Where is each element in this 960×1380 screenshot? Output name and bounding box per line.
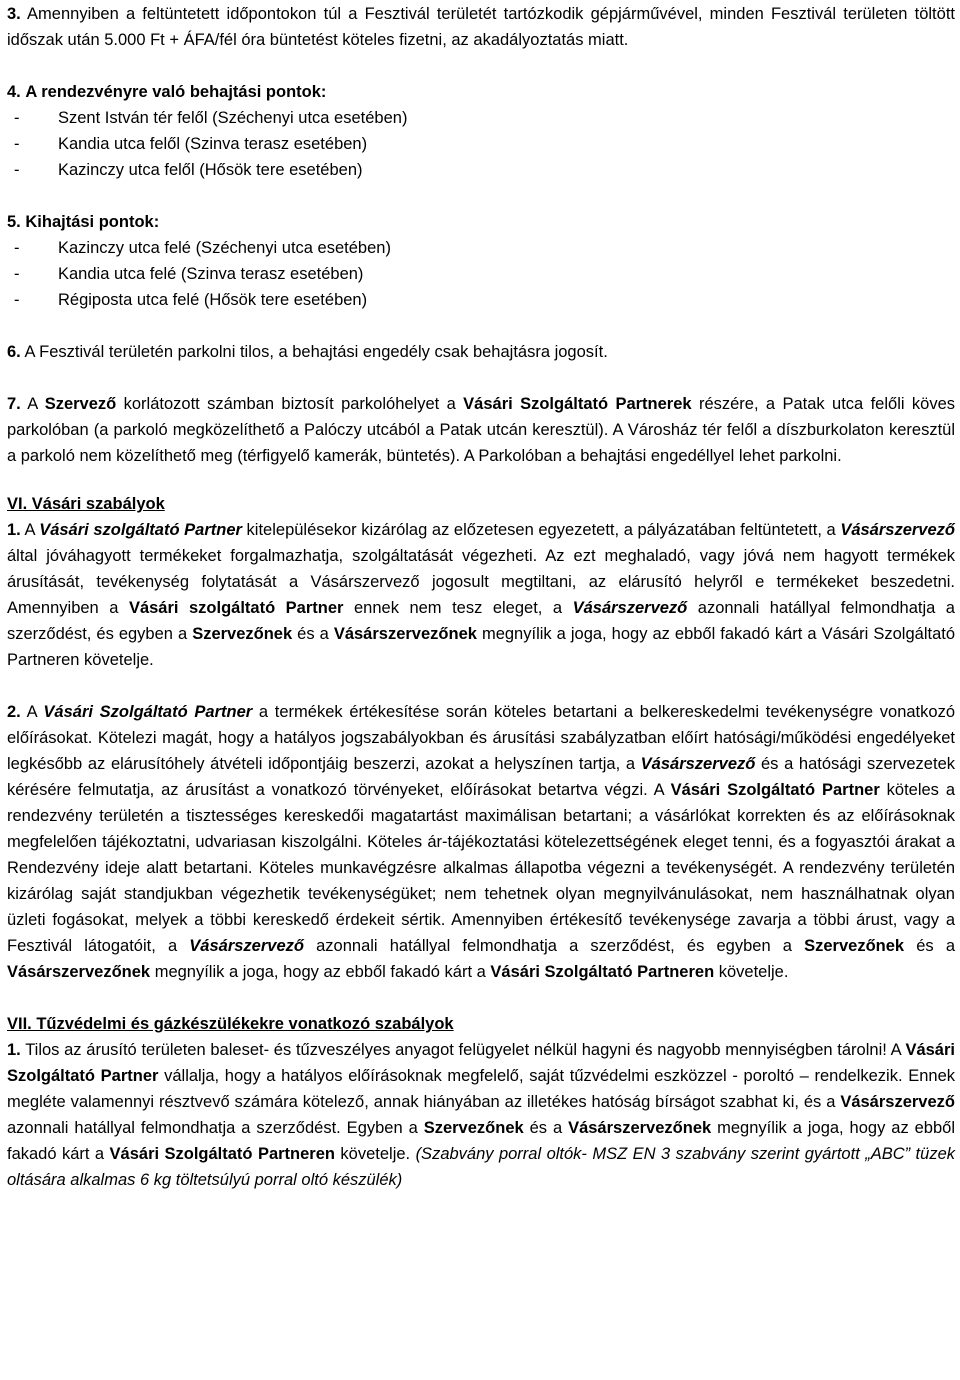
item-number: 4. bbox=[7, 83, 21, 101]
section-title-vii: VII. Tűzvédelmi és gázkészülékekre vonatkozó szabályok bbox=[7, 1015, 454, 1033]
item-number: 5. bbox=[7, 213, 21, 231]
heading-text: Kihajtási pontok: bbox=[25, 213, 160, 231]
item-number: 2. bbox=[7, 703, 21, 721]
list-item-text: Régiposta utca felé (Hősök tere esetében) bbox=[58, 291, 368, 309]
item-number: 3. bbox=[7, 5, 21, 23]
heading-4 bbox=[7, 79, 955, 105]
item-number: 1. bbox=[7, 1041, 21, 1059]
list-item: - Kazinczy utca felől (Hősök tere esetében) bbox=[14, 157, 955, 183]
paragraph-3 bbox=[7, 1, 955, 53]
paragraph-text: Amennyiben a feltüntetett időpontokon túl a Fesztivál területét tartózkodik gépjárművével, minden Fesztivál területen töltött időszak után 5.000 Ft + ÁFA/fél óra büntetést köteles fizetni, az akadályoztatás miatt. bbox=[7, 5, 955, 49]
heading-text: A rendezvényre való behajtási pontok: bbox=[25, 83, 327, 101]
list-item: - Szent István tér felől (Széchenyi utca esetében) bbox=[14, 105, 955, 131]
list-item-text: Kazinczy utca felé (Széchenyi utca esetében) bbox=[58, 239, 391, 257]
item-number: 7. bbox=[7, 395, 21, 413]
paragraph-7: 7. A Szervező korlátozott számban biztosít parkolóhelyet a Vásári Szolgáltató Partnerek részére, a Patak utca felőli köves parkolóban (a parkoló megközelíthető a Palóczy utcából a Patak utcán keresztül). A Városház tér felől a díszburkolaton keresztül a parkoló nem közelíthető meg (térfigyelő kamerák, büntetés). A Parkolóban a behajtási engedéllyel lehet parkolni. bbox=[7, 395, 956, 465]
rule-vi-1: 1. A Vásári szolgáltató Partner kitelepülésekor kizárólag az előzetesen egyezetett, a pályázatában feltüntetett, a Vásárszervező által jóváhagyott termékeket forgalmazhatja, szolgáltatását végezheti. Az ezt meghaladó, vagy jóvá nem hagyott termékek árusítását, tevékenység folytatását a Vásárszervező jogosult megtiltani, az elárusító helyről e termékeket beszedetni. Amennyiben a Vásári szolgáltató Partner ennek nem tesz eleget, a Vásárszervező azonnali hatállyal felmondhatja a szerződést, és egyben a Szervezőnek és a Vásárszervezőnek megnyílik a joga, hogy az ebből fakadó kárt a Vásári Szolgáltató Partneren követelje. bbox=[7, 521, 956, 669]
list-item-text: Szent István tér felől (Széchenyi utca esetében) bbox=[58, 109, 408, 127]
list-item-text: Kandia utca felé (Szinva terasz esetében) bbox=[58, 265, 364, 283]
list-item: - Kazinczy utca felé (Széchenyi utca esetében) bbox=[14, 235, 955, 261]
heading-5 bbox=[7, 209, 955, 235]
list-item: - Kandia utca felé (Szinva terasz esetében) bbox=[14, 261, 955, 287]
list-item: - Kandia utca felől (Szinva terasz esetében) bbox=[14, 131, 955, 157]
list-item: - Régiposta utca felé (Hősök tere esetében) bbox=[14, 287, 955, 313]
rule-vii-1: 1. Tilos az árusító területen baleset- és tűzveszélyes anyagot felügyelet nélkül hagyni és nagyobb mennyiségben tárolni! A Vásári Szolgáltató Partner vállalja, hogy a hatályos előírásoknak megfelelő, saját tűzvédelmi eszközzel - poroltó – rendelkezik. Ennek megléte valamennyi résztvevő számára kötelező, annak hiányában az illetékes hatóság bírságot szabhat ki, és a Vásárszervező azonnali hatállyal felmondhatja a szerződést. Egyben a Szervezőnek és a Vásárszervezőnek megnyílik a joga, hogy az ebből fakadó kárt a Vásári Szolgáltató Partneren követelje. (Szabvány porral oltók- MSZ EN 3 szabvány szerint gyártott „ABC” tüzek oltására alkalmas 6 kg töltetsúlyú porral oltó készülék) bbox=[7, 1041, 956, 1189]
rule-vi-2: 2. A Vásári Szolgáltató Partner a termékek értékesítése során köteles betartani a belkereskedelmi tevékenységre vonatkozó előírásokat. Kötelezi magát, hogy a hatályos jogszabályokban és árusítási szabályzatban előírt hatósági/működési engedélyeket legkésőbb az elárusítóhely átvételi időpontjáig beszerzi, azokat a helyszínen tartja, a Vásárszervező és a hatósági szervezetek kérésére felmutatja, az árusítást a vonatkozó törvényeket, előírásokat betartva végzi. A Vásári Szolgáltató Partner köteles a rendezvény területén a tisztességes kereskedői magatartást maximálisan betartani; a vásárlókat korrekten és az előírásoknak megfelelően tájékoztatni, udvariasan kiszolgálni. Köteles ár-tájékoztatási kötelezettségének eleget tenni, és a fogyasztói árakat a Rendezvény ideje alatt betartani. Köteles munkavégzésre alkalmas állapotba végezni a tevékenységét. A rendezvény területén kizárólag saját standjukban végezhetik tevékenységüket; nem tehetnek olyan megnyilvánulásokat, nem használhatnak olyan üzleti fogásokat, melyek a többi kereskedő érdekeit sértik. Amennyiben értékesítő tevékenysége zavarja a többi árust, vagy a Fesztivál látogatóit, a Vásárszervező azonnali hatállyal felmondhatja a szerződést, és egyben a Szervezőnek és a Vásárszervezőnek megnyílik a joga, hogy az ebből fakadó kárt a Vásári Szolgáltató Partneren követelje. bbox=[7, 703, 956, 981]
paragraph-6 bbox=[7, 339, 955, 365]
paragraph-text: A Fesztivál területén parkolni tilos, a behajtási engedély csak behajtásra jogosít. bbox=[24, 343, 608, 361]
item-number: 6. bbox=[7, 343, 21, 361]
list-item-text: Kazinczy utca felől (Hősök tere esetében) bbox=[58, 161, 363, 179]
item-number: 1. bbox=[7, 521, 21, 539]
section-title-vi: VI. Vásári szabályok bbox=[7, 495, 165, 513]
list-item-text: Kandia utca felől (Szinva terasz esetében) bbox=[58, 135, 368, 153]
